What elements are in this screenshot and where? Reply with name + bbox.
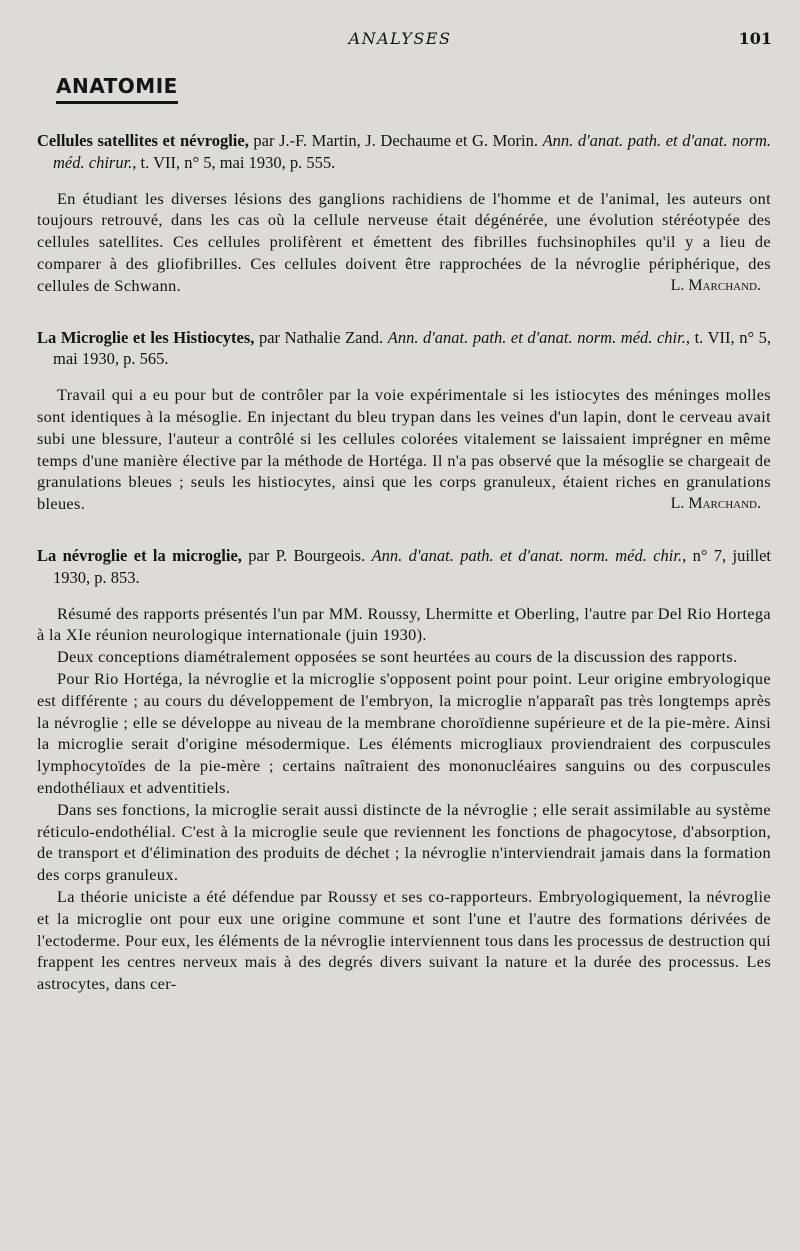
abstract-paragraph: La théorie uniciste a été défendue par Roussy et ses co-rapporteurs. Embryologiquement, la névroglie et la microglie ont pour eux une origine commune et sont l'une et l'autre des formations dérivées de l'ectoderme. Pour eux, les éléments de la névroglie interviennent tous dans les processus de destruction qui frappent les centres nerveux mais à des degrés divers suivant la nature et la durée des processus. Les astrocytes, dans cer-: [37, 886, 771, 994]
entry-title: Cellules satellites et névroglie,: [37, 131, 249, 150]
entry-authors: par P. Bourgeois.: [248, 545, 366, 565]
abstract-paragraph: En étudiant les diverses lésions des ganglions rachidiens de l'homme et de l'animal, les auteurs ont toujours retrouvé, dans les cas où la cellule nerveuse était dégénérée, une évolution stéréotypée des cellules satellites. Ces cellules prolifèrent et émettent des fibrilles fuchsinophiles qu'il y a lieu de comparer à des gliofibrilles. Ces cellules doivent être rapprochées de la névroglie périphérique, des cellules de Schwann.: [37, 188, 771, 295]
entry-heading: [37, 327, 771, 371]
abstract-paragraph: Résumé des rapports présentés l'un par MM. Roussy, Lhermitte et Oberling, l'autre par Del Rio Hortega à la XIe réunion neurologique internationale (juin 1930).: [37, 603, 771, 645]
abstract-paragraph: Travail qui a eu pour but de contrôler par la voie expérimentale si les istiocytes des méninges molles sont identiques à la mésoglie. En injectant du bleu trypan dans les veines d'un lapin, dont le cerveau avait subi une blessure, l'auteur a contrôlé si les cellules colorées vitalement se laissaient imprégner en même temps d'une manière élective par la méthode de Hortéga. Il n'a pas observé que la mésoglie se chargeait de granulations bleues ; seuls les histiocytes, ainsi que les corps granuleux, étaient riches en granulations bleues.: [37, 385, 771, 514]
entry-title: La névroglie et la microglie,: [37, 545, 242, 565]
entry-abstract: [37, 603, 771, 995]
abstract-entry-1: [37, 130, 771, 297]
entry-heading: [37, 130, 771, 174]
entry-heading: [37, 545, 771, 589]
entry-signature: L. Marchand.: [670, 495, 761, 513]
abstract-entry-3: [37, 545, 771, 995]
abstract-paragraph: Pour Rio Hortéga, la névroglie et la microglie s'opposent point pour point. Leur origine embryologique est différente ; au cours du développement de l'embryon, la microglie n'apparaît pas très longtemps après la névroglie ; elle se développe au niveau de la membrane choroïdienne supérieure et de la pie-mère. Ainsi la microglie serait d'origine mésodermique. Les éléments microgliaux proviendraient des corpuscules lymphocytoïdes de la pie-mère ; certains naîtraient des mononucléaires sanguins ou des corpuscules endothéliaux et adventitiels.: [37, 668, 771, 797]
running-head: [0, 29, 800, 51]
running-head-title: ANALYSES: [348, 29, 452, 48]
entry-authors: par J.-F. Martin, J. Dechaume et G. Morin.: [253, 131, 539, 150]
page-number: 101: [738, 29, 772, 48]
abstract-paragraph: Deux conceptions diamétralement opposées se sont heurtées au cours de la discussion des rapports.: [57, 647, 738, 667]
entry-signature: L. Marchand.: [670, 276, 761, 294]
entry-authors: par Nathalie Zand.: [258, 327, 384, 347]
section-title: ANATOMIE: [56, 74, 178, 104]
abstract-paragraph: Dans ses fonctions, la microglie serait aussi distincte de la névroglie ; elle serait assimilable au système réticulo-endothélial. C'est à la microglie seule que reviennent les fonctions de phagocytose, d'absorption, de transport et d'élimination des produits de déchet ; la névroglie n'interviendrait jamais dans la formation des corps granuleux.: [37, 799, 771, 885]
entry-reference: , t. VII, n° 5, mai 1930, p. 555.: [132, 152, 336, 172]
entry-abstract: [37, 384, 771, 515]
abstracts-column: [37, 130, 771, 1025]
entry-abstract: [37, 188, 771, 297]
entry-journal: Ann. d'anat. path. et d'anat. norm. méd. chir.: [387, 327, 686, 347]
entry-reference: , n° 7, juillet 1930, p. 853.: [53, 545, 771, 587]
entry-reference: , t. VII, n° 5, mai 1930, p. 565.: [53, 327, 772, 369]
entry-journal: Ann. d'anat. path. et d'anat. norm. méd. chirur.: [53, 131, 771, 172]
abstract-entry-2: [37, 327, 771, 515]
entry-title: La Microglie et les Histiocytes,: [37, 327, 255, 347]
entry-journal: Ann. d'anat. path. et d'anat. norm. méd. chir.: [371, 545, 683, 565]
